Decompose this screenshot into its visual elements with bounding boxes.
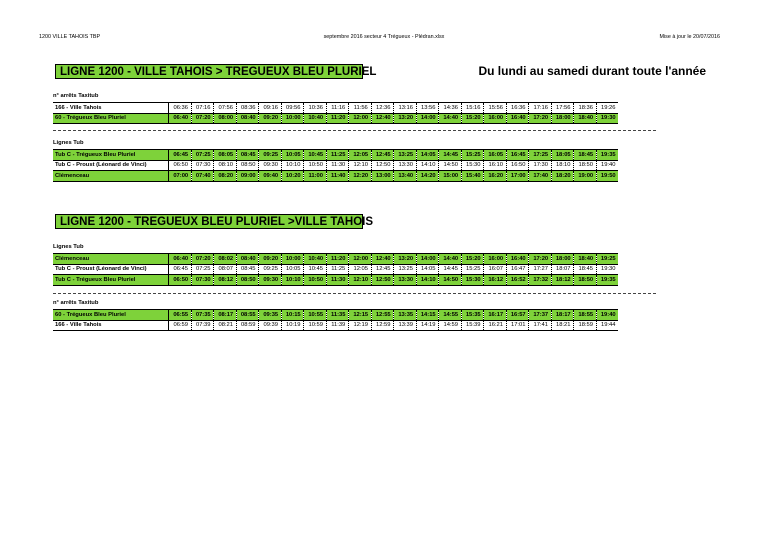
departure-time: 12:05 bbox=[349, 150, 372, 161]
stop-name: Clémenceau bbox=[53, 254, 169, 265]
departure-time: 12:40 bbox=[371, 113, 394, 124]
timetable-row bbox=[53, 254, 618, 265]
departure-time: 08:36 bbox=[236, 103, 259, 114]
header-center: septembre 2016 secteur 4 Trégueux - Plédran.xlsx bbox=[323, 34, 445, 40]
timetable-row bbox=[53, 171, 618, 182]
departure-time: 08:20 bbox=[214, 171, 237, 182]
departure-time: 08:00 bbox=[214, 113, 237, 124]
timetable-row bbox=[53, 113, 618, 124]
section1-block2-table bbox=[53, 149, 618, 182]
departure-time: 14:40 bbox=[439, 113, 462, 124]
departure-time: 06:45 bbox=[169, 264, 192, 275]
departure-time: 07:25 bbox=[191, 150, 214, 161]
departure-time: 15:25 bbox=[461, 264, 484, 275]
departure-time: 09:39 bbox=[259, 320, 282, 331]
departure-time: 12:50 bbox=[371, 160, 394, 171]
departure-time: 06:36 bbox=[169, 103, 192, 114]
departure-time: 18:00 bbox=[551, 113, 574, 124]
timetable-row bbox=[53, 103, 618, 114]
departure-time: 13:30 bbox=[394, 275, 417, 286]
departure-time: 16:00 bbox=[484, 113, 507, 124]
departure-time: 17:25 bbox=[529, 150, 552, 161]
section2-block2-table bbox=[53, 309, 618, 331]
departure-time: 17:20 bbox=[529, 254, 552, 265]
departure-time: 18:45 bbox=[574, 264, 597, 275]
departure-time: 12:15 bbox=[349, 310, 372, 321]
departure-time: 08:02 bbox=[214, 254, 237, 265]
departure-time: 08:12 bbox=[214, 275, 237, 286]
departure-time: 11:40 bbox=[326, 171, 349, 182]
stop-name: Clémenceau bbox=[53, 171, 169, 182]
departure-time: 12:59 bbox=[371, 320, 394, 331]
departure-time: 09:20 bbox=[259, 254, 282, 265]
departure-time: 08:50 bbox=[236, 160, 259, 171]
departure-time: 15:30 bbox=[461, 160, 484, 171]
departure-time: 16:45 bbox=[506, 150, 529, 161]
departure-time: 14:59 bbox=[439, 320, 462, 331]
departure-time: 12:10 bbox=[349, 275, 372, 286]
departure-time: 17:01 bbox=[506, 320, 529, 331]
departure-time: 14:50 bbox=[439, 160, 462, 171]
departure-time: 07:20 bbox=[191, 113, 214, 124]
departure-time: 18:45 bbox=[574, 150, 597, 161]
departure-time: 13:16 bbox=[394, 103, 417, 114]
departure-time: 08:40 bbox=[236, 254, 259, 265]
departure-time: 10:10 bbox=[281, 160, 304, 171]
departure-time: 14:40 bbox=[439, 254, 462, 265]
departure-time: 07:16 bbox=[191, 103, 214, 114]
departure-time: 08:59 bbox=[236, 320, 259, 331]
departure-time: 16:10 bbox=[484, 160, 507, 171]
departure-time: 08:40 bbox=[236, 113, 259, 124]
timetable-row bbox=[53, 264, 618, 275]
departure-time: 12:00 bbox=[349, 254, 372, 265]
departure-time: 06:50 bbox=[169, 160, 192, 171]
departure-time: 09:35 bbox=[259, 310, 282, 321]
departure-time: 18:00 bbox=[551, 254, 574, 265]
departure-time: 08:17 bbox=[214, 310, 237, 321]
departure-time: 15:25 bbox=[461, 150, 484, 161]
departure-time: 11:56 bbox=[349, 103, 372, 114]
departure-time: 14:10 bbox=[416, 275, 439, 286]
departure-time: 10:10 bbox=[281, 275, 304, 286]
departure-time: 19:35 bbox=[596, 275, 618, 286]
departure-time: 19:00 bbox=[574, 171, 597, 182]
departure-time: 17:40 bbox=[529, 171, 552, 182]
departure-time: 18:12 bbox=[551, 275, 574, 286]
departure-time: 14:00 bbox=[416, 113, 439, 124]
departure-time: 06:55 bbox=[169, 310, 192, 321]
departure-time: 11:39 bbox=[326, 320, 349, 331]
departure-time: 10:05 bbox=[281, 264, 304, 275]
departure-time: 09:56 bbox=[281, 103, 304, 114]
timetable-row bbox=[53, 160, 618, 171]
departure-time: 16:36 bbox=[506, 103, 529, 114]
section1-title: LIGNE 1200 - VILLE TAHOIS > TREGUEUX BLEU PLURIEL bbox=[55, 64, 363, 79]
departure-time: 07:39 bbox=[191, 320, 214, 331]
departure-time: 10:05 bbox=[281, 150, 304, 161]
departure-time: 07:25 bbox=[191, 264, 214, 275]
departure-time: 19:44 bbox=[596, 320, 618, 331]
departure-time: 11:35 bbox=[326, 310, 349, 321]
section1-block1-label: n° arrêts Taxitub bbox=[53, 93, 99, 99]
departure-time: 06:40 bbox=[169, 254, 192, 265]
departure-time: 10:15 bbox=[281, 310, 304, 321]
stop-name: 60 - Trégueux Bleu Pluriel bbox=[53, 113, 169, 124]
departure-time: 12:50 bbox=[371, 275, 394, 286]
departure-time: 18:40 bbox=[574, 254, 597, 265]
departure-time: 12:19 bbox=[349, 320, 372, 331]
departure-time: 10:20 bbox=[281, 171, 304, 182]
departure-time: 15:20 bbox=[461, 113, 484, 124]
departure-time: 14:19 bbox=[416, 320, 439, 331]
departure-time: 18:40 bbox=[574, 113, 597, 124]
departure-time: 13:20 bbox=[394, 254, 417, 265]
timetable-row bbox=[53, 310, 618, 321]
stop-name: Tub C - Proust (Léonard de Vinci) bbox=[53, 160, 169, 171]
section2-block1-table bbox=[53, 253, 618, 286]
departure-time: 07:00 bbox=[169, 171, 192, 182]
departure-time: 09:30 bbox=[259, 160, 282, 171]
departure-time: 14:55 bbox=[439, 310, 462, 321]
departure-time: 13:39 bbox=[394, 320, 417, 331]
departure-time: 16:40 bbox=[506, 113, 529, 124]
departure-time: 16:12 bbox=[484, 275, 507, 286]
departure-time: 11:16 bbox=[326, 103, 349, 114]
departure-time: 16:00 bbox=[484, 254, 507, 265]
departure-time: 16:50 bbox=[506, 160, 529, 171]
section2-title: LIGNE 1200 - TREGUEUX BLEU PLURIEL >VILLE TAHOIS bbox=[55, 214, 363, 229]
section2-block2-label: n° arrêts Taxitub bbox=[53, 300, 99, 306]
departure-time: 08:45 bbox=[236, 150, 259, 161]
departure-time: 17:27 bbox=[529, 264, 552, 275]
departure-time: 07:30 bbox=[191, 275, 214, 286]
departure-time: 18:10 bbox=[551, 160, 574, 171]
departure-time: 10:40 bbox=[304, 254, 327, 265]
departure-time: 14:20 bbox=[416, 171, 439, 182]
timetable-row bbox=[53, 275, 618, 286]
departure-time: 18:59 bbox=[574, 320, 597, 331]
departure-time: 08:10 bbox=[214, 160, 237, 171]
departure-time: 19:25 bbox=[596, 254, 618, 265]
stop-name: 60 - Trégueux Bleu Pluriel bbox=[53, 310, 169, 321]
departure-time: 17:16 bbox=[529, 103, 552, 114]
departure-time: 14:00 bbox=[416, 254, 439, 265]
departure-time: 17:00 bbox=[506, 171, 529, 182]
departure-time: 10:00 bbox=[281, 113, 304, 124]
departure-time: 18:05 bbox=[551, 150, 574, 161]
departure-time: 19:50 bbox=[596, 171, 618, 182]
timetable-row bbox=[53, 150, 618, 161]
departure-time: 18:17 bbox=[551, 310, 574, 321]
departure-time: 09:40 bbox=[259, 171, 282, 182]
departure-time: 16:20 bbox=[484, 171, 507, 182]
departure-time: 15:16 bbox=[461, 103, 484, 114]
departure-time: 13:30 bbox=[394, 160, 417, 171]
departure-time: 12:40 bbox=[371, 254, 394, 265]
departure-time: 19:30 bbox=[596, 264, 618, 275]
departure-time: 13:20 bbox=[394, 113, 417, 124]
departure-time: 07:40 bbox=[191, 171, 214, 182]
departure-time: 11:00 bbox=[304, 171, 327, 182]
departure-time: 18:50 bbox=[574, 275, 597, 286]
departure-time: 07:30 bbox=[191, 160, 214, 171]
stop-name: 166 - Ville Tahois bbox=[53, 320, 169, 331]
departure-time: 19:40 bbox=[596, 160, 618, 171]
departure-time: 17:37 bbox=[529, 310, 552, 321]
departure-time: 14:45 bbox=[439, 264, 462, 275]
departure-time: 10:59 bbox=[304, 320, 327, 331]
departure-time: 10:00 bbox=[281, 254, 304, 265]
departure-time: 10:45 bbox=[304, 264, 327, 275]
departure-time: 16:47 bbox=[506, 264, 529, 275]
departure-time: 08:07 bbox=[214, 264, 237, 275]
departure-time: 18:21 bbox=[551, 320, 574, 331]
departure-time: 16:40 bbox=[506, 254, 529, 265]
departure-time: 17:32 bbox=[529, 275, 552, 286]
departure-time: 16:57 bbox=[506, 310, 529, 321]
departure-time: 10:50 bbox=[304, 160, 327, 171]
departure-time: 09:16 bbox=[259, 103, 282, 114]
departure-time: 15:30 bbox=[461, 275, 484, 286]
departure-time: 14:10 bbox=[416, 160, 439, 171]
departure-time: 10:50 bbox=[304, 275, 327, 286]
departure-time: 19:30 bbox=[596, 113, 618, 124]
departure-time: 18:36 bbox=[574, 103, 597, 114]
departure-time: 16:07 bbox=[484, 264, 507, 275]
departure-time: 12:20 bbox=[349, 171, 372, 182]
departure-time: 10:55 bbox=[304, 310, 327, 321]
stop-name: Tub C - Trégueux Bleu Pluriel bbox=[53, 150, 169, 161]
departure-time: 08:45 bbox=[236, 264, 259, 275]
departure-time: 17:30 bbox=[529, 160, 552, 171]
separator bbox=[53, 293, 656, 294]
section1-block2-label: Lignes Tub bbox=[53, 140, 84, 146]
departure-time: 15:40 bbox=[461, 171, 484, 182]
departure-time: 15:35 bbox=[461, 310, 484, 321]
departure-time: 19:40 bbox=[596, 310, 618, 321]
departure-time: 12:36 bbox=[371, 103, 394, 114]
departure-time: 06:45 bbox=[169, 150, 192, 161]
departure-time: 08:05 bbox=[214, 150, 237, 161]
departure-time: 11:30 bbox=[326, 160, 349, 171]
departure-time: 15:56 bbox=[484, 103, 507, 114]
days-label: Du lundi au samedi durant toute l'année bbox=[478, 64, 706, 78]
departure-time: 06:50 bbox=[169, 275, 192, 286]
departure-time: 06:59 bbox=[169, 320, 192, 331]
departure-time: 15:00 bbox=[439, 171, 462, 182]
departure-time: 07:20 bbox=[191, 254, 214, 265]
departure-time: 07:56 bbox=[214, 103, 237, 114]
header-left: 1200 VILLE TAHOIS TBP bbox=[39, 34, 101, 40]
departure-time: 18:07 bbox=[551, 264, 574, 275]
departure-time: 17:41 bbox=[529, 320, 552, 331]
departure-time: 14:05 bbox=[416, 264, 439, 275]
departure-time: 15:20 bbox=[461, 254, 484, 265]
departure-time: 12:00 bbox=[349, 113, 372, 124]
departure-time: 06:40 bbox=[169, 113, 192, 124]
departure-time: 11:25 bbox=[326, 150, 349, 161]
stop-name: 166 - Ville Tahois bbox=[53, 103, 169, 114]
departure-time: 14:05 bbox=[416, 150, 439, 161]
departure-time: 17:20 bbox=[529, 113, 552, 124]
departure-time: 09:25 bbox=[259, 150, 282, 161]
stop-name: Tub C - Trégueux Bleu Pluriel bbox=[53, 275, 169, 286]
departure-time: 16:17 bbox=[484, 310, 507, 321]
departure-time: 07:35 bbox=[191, 310, 214, 321]
departure-time: 18:50 bbox=[574, 160, 597, 171]
departure-time: 16:05 bbox=[484, 150, 507, 161]
departure-time: 11:20 bbox=[326, 254, 349, 265]
departure-time: 09:00 bbox=[236, 171, 259, 182]
departure-time: 17:56 bbox=[551, 103, 574, 114]
departure-time: 19:35 bbox=[596, 150, 618, 161]
departure-time: 13:35 bbox=[394, 310, 417, 321]
departure-time: 09:30 bbox=[259, 275, 282, 286]
departure-time: 12:45 bbox=[371, 264, 394, 275]
section2-block1-label: Lignes Tub bbox=[53, 244, 84, 250]
departure-time: 10:36 bbox=[304, 103, 327, 114]
departure-time: 18:55 bbox=[574, 310, 597, 321]
departure-time: 18:20 bbox=[551, 171, 574, 182]
departure-time: 12:45 bbox=[371, 150, 394, 161]
departure-time: 13:56 bbox=[416, 103, 439, 114]
departure-time: 08:50 bbox=[236, 275, 259, 286]
departure-time: 13:00 bbox=[371, 171, 394, 182]
departure-time: 11:30 bbox=[326, 275, 349, 286]
separator bbox=[53, 130, 656, 131]
stop-name: Tub C - Proust (Léonard de Vinci) bbox=[53, 264, 169, 275]
departure-time: 08:21 bbox=[214, 320, 237, 331]
departure-time: 14:36 bbox=[439, 103, 462, 114]
departure-time: 09:25 bbox=[259, 264, 282, 275]
departure-time: 11:25 bbox=[326, 264, 349, 275]
departure-time: 13:25 bbox=[394, 150, 417, 161]
departure-time: 10:40 bbox=[304, 113, 327, 124]
departure-time: 16:52 bbox=[506, 275, 529, 286]
departure-time: 19:26 bbox=[596, 103, 618, 114]
departure-time: 10:19 bbox=[281, 320, 304, 331]
departure-time: 16:21 bbox=[484, 320, 507, 331]
departure-time: 13:25 bbox=[394, 264, 417, 275]
departure-time: 11:20 bbox=[326, 113, 349, 124]
departure-time: 12:55 bbox=[371, 310, 394, 321]
section1-block1-table bbox=[53, 102, 618, 124]
departure-time: 14:15 bbox=[416, 310, 439, 321]
departure-time: 15:39 bbox=[461, 320, 484, 331]
departure-time: 12:10 bbox=[349, 160, 372, 171]
departure-time: 14:45 bbox=[439, 150, 462, 161]
timetable-row bbox=[53, 320, 618, 331]
departure-time: 10:45 bbox=[304, 150, 327, 161]
departure-time: 13:40 bbox=[394, 171, 417, 182]
header-right: Mise à jour le 20/07/2016 bbox=[659, 34, 720, 40]
departure-time: 09:20 bbox=[259, 113, 282, 124]
departure-time: 14:50 bbox=[439, 275, 462, 286]
departure-time: 12:05 bbox=[349, 264, 372, 275]
departure-time: 08:55 bbox=[236, 310, 259, 321]
